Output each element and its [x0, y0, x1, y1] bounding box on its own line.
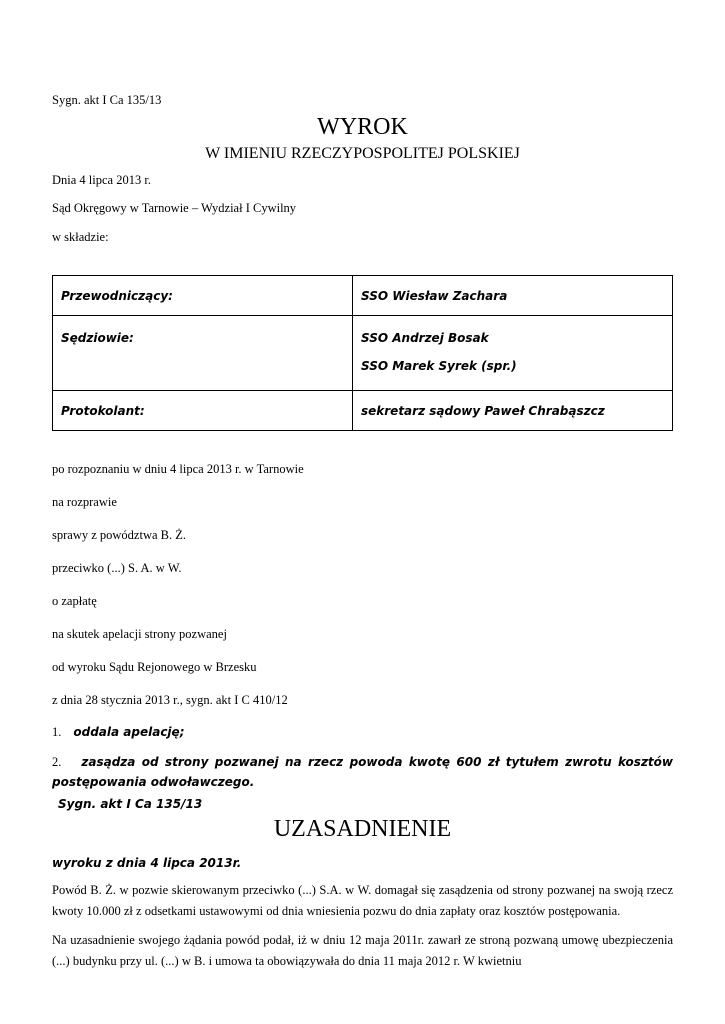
- document-subtitle: W IMIENIU RZECZYPOSPOLITEJ POLSKIEJ: [205, 145, 520, 162]
- name-cell: sekretarz sądowy Paweł Chrabąszcz: [353, 391, 673, 431]
- judgment-date: Dnia 4 lipca 2013 r.: [52, 173, 151, 187]
- proceedings-line: na rozprawie: [52, 495, 117, 509]
- case-number: Sygn. akt I Ca 135/13: [52, 93, 162, 107]
- table-row: [53, 276, 673, 316]
- justification-paragraph: Powód B. Ż. w pozwie skierowanym przeciwko (...) S.A. w W. domagał się zasądzenia od strony pozwanej na swoją rzecz kwoty 10.000 zł z odsetkami ustawowymi od dnia wniesienia pozwu do dnia zapłaty oraz kosztów postępowania.: [52, 883, 673, 918]
- proceedings-line: o zapłatę: [52, 594, 97, 608]
- proceedings-line: na skutek apelacji strony pozwanej: [52, 627, 227, 641]
- judge-name: SSO Andrzej Bosak: [361, 331, 489, 345]
- justification-subheading: wyroku z dnia 4 lipca 2013r.: [52, 856, 242, 870]
- composition-label: w składzie:: [52, 230, 109, 244]
- role-cell: Przewodniczący:: [53, 276, 353, 316]
- table-row: [53, 316, 673, 391]
- ruling-item: [52, 752, 673, 792]
- proceedings-line: po rozpoznaniu w dniu 4 lipca 2013 r. w Tarnowie: [52, 462, 304, 476]
- proceedings-line: od wyroku Sądu Rejonowego w Brzesku: [52, 660, 257, 674]
- court-name: Sąd Okręgowy w Tarnowie – Wydział I Cywilny: [52, 201, 297, 215]
- ruling-item: [52, 723, 185, 741]
- name-cell: [353, 316, 673, 391]
- proceedings-line: z dnia 28 stycznia 2013 r., sygn. akt I C 410/12: [52, 693, 288, 707]
- proceedings-line: przeciwko (...) S. A. w W.: [52, 561, 182, 575]
- role-cell: Sędziowie:: [53, 316, 353, 391]
- role-cell: Protokolant:: [53, 391, 353, 431]
- justification-heading: UZASADNIENIE: [273, 816, 452, 842]
- justification-case-number: Sygn. akt I Ca 135/13: [58, 797, 203, 811]
- judge-name: SSO Marek Syrek (spr.): [361, 359, 517, 373]
- ruling-text: oddala apelację;: [73, 725, 185, 739]
- justification-paragraph: Na uzasadnienie swojego żądania powód podał, iż w dniu 12 maja 2011r. zawarł ze stroną pozwaną umowę ubezpieczenia (...) budynku przy ul. (...) w B. i umowa ta obowiązywała do dnia 11 maja 2012 r. W kwietniu: [52, 933, 673, 968]
- table-row: [53, 391, 673, 431]
- ruling-number: 2.: [52, 755, 62, 769]
- name-cell: SSO Wiesław Zachara: [353, 276, 673, 316]
- judges-table: [52, 275, 673, 431]
- ruling-text: zasądza od strony pozwanej na rzecz powoda kwotę 600 zł tytułem zwrotu kosztów postępowania odwoławczego.: [52, 755, 673, 789]
- proceedings-line: sprawy z powództwa B. Ż.: [52, 528, 186, 542]
- document-title: WYROK: [317, 114, 408, 140]
- ruling-number: 1.: [52, 725, 62, 739]
